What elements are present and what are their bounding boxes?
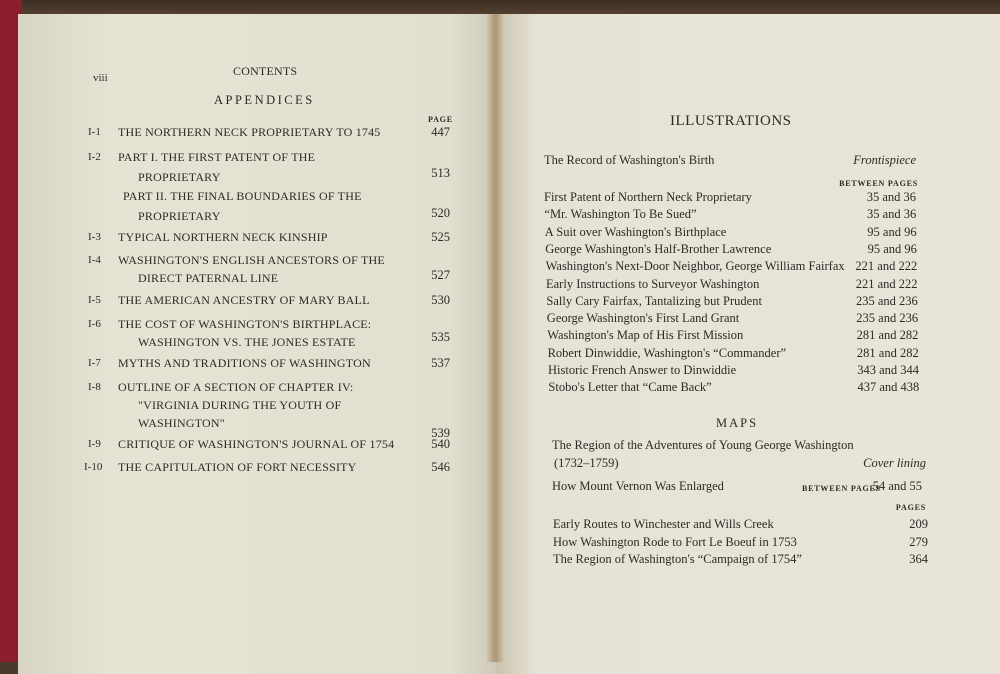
entry-code: I-8 — [88, 381, 101, 393]
entry-code: I-5 — [88, 294, 101, 306]
entry-page: 537 — [431, 356, 450, 370]
map-label-dates: (1732–1759) — [554, 456, 619, 470]
illustration-pages: 35 and 36 — [867, 207, 917, 222]
entry-page: 447 — [431, 125, 450, 139]
entry-line: WASHINGTON VS. THE JONES ESTATE — [138, 335, 356, 349]
map-pages: 209 — [909, 517, 928, 531]
running-head: CONTENTS — [233, 64, 298, 78]
map-pages: 279 — [909, 534, 928, 549]
illustration-label: Washington's Map of His First Mission — [547, 328, 744, 343]
between-pages-header: BETWEEN PAGES — [839, 179, 918, 188]
entry-line: TYPICAL NORTHERN NECK KINSHIP — [118, 230, 328, 244]
illustration-label: Sally Cary Fairfax, Tantalizing but Prudent — [546, 293, 762, 308]
illustration-pages: 437 and 438 — [857, 380, 920, 395]
illustration-label: Robert Dinwiddie, Washington's “Commander” — [547, 345, 787, 360]
entry-line: THE COST OF WASHINGTON'S BIRTHPLACE: — [118, 317, 372, 331]
entry-page: 530 — [431, 293, 450, 307]
entry-code: I-6 — [88, 318, 101, 330]
entry-page: 520 — [431, 206, 450, 220]
map-pages: 54 and 55 — [872, 479, 922, 493]
pages-header: PAGES — [895, 503, 926, 512]
entry-line: MYTHS AND TRADITIONS OF WASHINGTON — [118, 356, 371, 370]
illustration-label: “Mr. Washington To Be Sued” — [544, 207, 697, 222]
map-label: The Region of Washington's “Campaign of 1754” — [553, 552, 802, 566]
illustration-label: Early Instructions to Surveyor Washington — [546, 276, 760, 291]
entry-page: 527 — [431, 268, 450, 282]
gutter-stain — [486, 14, 504, 662]
left-page — [18, 14, 496, 674]
entry-line: "VIRGINIA DURING THE YOUTH OF — [138, 398, 342, 412]
illustration-pages: 221 and 222 — [855, 259, 918, 274]
entry-line: THE AMERICAN ANCESTRY OF MARY BALL — [118, 293, 370, 307]
map-label: The Region of the Adventures of Young George Washington — [552, 438, 854, 452]
illustration-pages: 281 and 282 — [856, 328, 919, 343]
map-label: Early Routes to Winchester and Wills Creek — [553, 517, 774, 531]
entry-line: PROPRIETARY — [138, 209, 221, 223]
illustration-label: Washington's Next-Door Neighbor, George William Fairfax — [545, 259, 845, 274]
entry-code: I-10 — [84, 461, 103, 473]
page-column-header: PAGE — [428, 115, 453, 124]
illustration-pages: 95 and 96 — [867, 241, 917, 256]
section-title: APPENDICES — [214, 93, 315, 107]
entry-page: 525 — [431, 230, 450, 244]
illustration-label: Stobo's Letter that “Came Back” — [548, 380, 712, 395]
entry-line: PART I. THE FIRST PATENT OF THE — [118, 150, 316, 164]
illustration-pages: 35 and 36 — [866, 190, 916, 204]
entry-page: 535 — [431, 330, 450, 344]
illustration-label: George Washington's First Land Grant — [546, 311, 740, 326]
entry-code: I-1 — [88, 126, 101, 138]
frontispiece-page: Frontispiece — [853, 153, 916, 167]
page-number: viii — [93, 72, 108, 84]
entry-line: PART II. THE FINAL BOUNDARIES OF THE — [123, 189, 362, 203]
entry-code: I-7 — [88, 357, 101, 369]
illustration-pages: 221 and 222 — [855, 276, 918, 291]
map-pages: 364 — [909, 552, 928, 566]
illustration-label: George Washington's Half-Brother Lawrence — [545, 241, 772, 256]
frontispiece-label: The Record of Washington's Birth — [544, 153, 715, 167]
maps-title: MAPS — [716, 416, 759, 430]
illustrations-title: ILLUSTRATIONS — [670, 113, 792, 129]
illustration-pages: 95 and 96 — [867, 224, 917, 239]
entry-code: I-3 — [88, 231, 101, 243]
illustration-label: First Patent of Northern Neck Proprietary — [544, 190, 752, 204]
entry-code: I-9 — [88, 438, 101, 450]
entry-line: CRITIQUE OF WASHINGTON'S JOURNAL OF 1754 — [118, 437, 395, 451]
map-label: How Washington Rode to Fort Le Boeuf in 1753 — [553, 534, 797, 549]
entry-code: I-2 — [88, 151, 101, 163]
illustration-label: Historic French Answer to Dinwiddie — [548, 363, 737, 377]
map-pages: Cover lining — [863, 456, 926, 470]
map-label: How Mount Vernon Was Enlarged — [552, 479, 724, 493]
entry-line: WASHINGTON" — [138, 416, 225, 430]
illustration-pages: 235 and 236 — [856, 311, 919, 326]
entry-line: THE CAPITULATION OF FORT NECESSITY — [118, 460, 357, 474]
entry-page: 540 — [431, 437, 450, 451]
entry-page: 539 — [431, 426, 450, 440]
entry-line: THE NORTHERN NECK PROPRIETARY TO 1745 — [118, 125, 381, 139]
entry-page: 546 — [431, 460, 450, 474]
entry-line: WASHINGTON'S ENGLISH ANCESTORS OF THE — [118, 253, 385, 267]
illustration-pages: 343 and 344 — [857, 363, 919, 377]
entry-line: DIRECT PATERNAL LINE — [138, 271, 279, 285]
between-pages-prefix: BETWEEN PAGES — [802, 484, 881, 493]
illustration-pages: 235 and 236 — [856, 293, 918, 308]
entry-code: I-4 — [88, 254, 101, 266]
entry-line: OUTLINE OF A SECTION OF CHAPTER IV: — [118, 380, 354, 394]
illustration-label: A Suit over Washington's Birthplace — [544, 224, 727, 239]
right-page — [496, 14, 1000, 674]
illustration-pages: 281 and 282 — [856, 345, 919, 360]
entry-line: PROPRIETARY — [138, 170, 221, 184]
entry-page: 513 — [431, 166, 450, 180]
